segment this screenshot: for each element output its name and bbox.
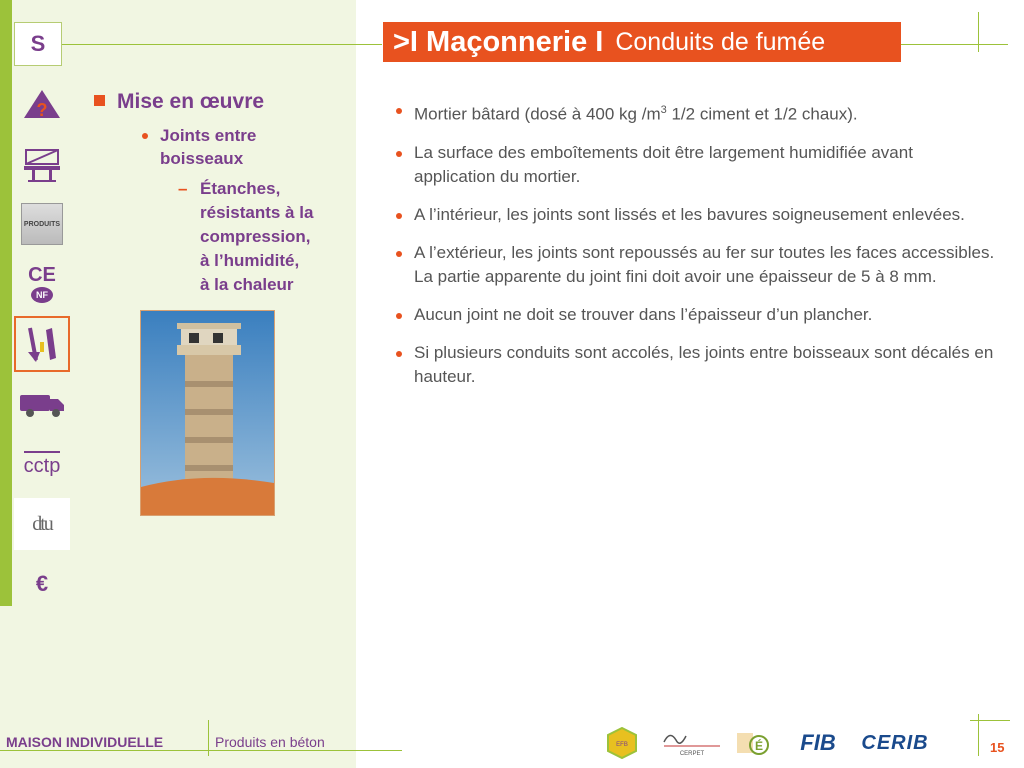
page-number: 15 [990,740,1005,755]
bullet-dot-icon [396,213,402,219]
sidebar-item-ce-nf[interactable] [14,258,70,310]
left-detail [178,177,350,297]
title-main: >I Maçonnerie I [393,25,604,58]
left-subheading-text: Joints entre boisseaux [160,126,257,168]
list-item [396,141,996,189]
top-rule-right [900,44,1008,45]
sidebar-item-help[interactable] [14,78,70,130]
footer-divider [208,720,209,756]
top-rule-left [62,44,382,45]
bullet-text: Mortier bâtard (dosé à 400 kg /m [414,104,661,124]
sidebar-item-euro[interactable] [14,558,70,610]
bullet-dot-icon [396,313,402,319]
bullet-dot-icon [396,251,402,257]
bullet-text: La surface des emboîtements doit être largement humidifiée avant application du mortier. [414,142,913,186]
bullet-dot-icon [396,108,402,114]
dash-bullet-icon: – [178,179,188,198]
square-bullet-icon [94,95,105,106]
ce-label: CE [28,264,56,286]
green-accent-bar [0,0,12,606]
left-heading-text: Mise en œuvre [117,90,265,113]
cerpet-logo [660,724,722,762]
left-detail-line: compression, [200,227,311,246]
list-item [396,241,996,289]
bullet-dot-icon [396,151,402,157]
sidebar-item-s[interactable] [14,22,62,66]
cerpet-logo-text: CERPET [679,751,705,757]
superscript: 3 [660,104,667,116]
sidebar-item-produits[interactable] [14,198,70,250]
dtu-icon: dtu [32,512,52,535]
list-item [396,98,996,127]
sidebar-item-dtu[interactable] [14,498,70,550]
footer-right-vertical [978,714,979,756]
fib-logo [796,724,840,762]
bullet-dot-icon [396,351,402,357]
e-logo-text: É [754,739,764,753]
content-list [396,98,996,403]
sidebar-item-tools[interactable] [14,316,70,372]
left-detail-text [200,177,350,297]
efb-logo-text: EFB [616,742,628,748]
produits-label: PRODUITS [23,220,61,228]
bullet-dot-icon [142,133,148,139]
top-vertical-rule [978,12,979,52]
footer-title: MAISON INDIVIDUELLE [6,734,164,750]
left-detail-line: Étanches, [200,179,281,198]
footer-rule-right [970,720,1010,721]
footer-subtitle: Produits en béton [215,734,325,750]
euro-icon: € [35,571,49,596]
ce-nf-icon [28,265,56,303]
bullet-text: 1/2 ciment et 1/2 chaux). [666,104,858,124]
s-icon: S [30,31,46,56]
cerib-logo-text: CERIB [861,731,929,754]
e-logo [734,724,770,762]
cerib-logo [860,724,930,762]
truck-icon [18,389,66,419]
left-detail-line: résistants à la [200,203,314,222]
bullet-text: Aucun joint ne doit se trouver dans l’épaisseur d’un plancher. [414,304,873,324]
nf-label: NF [31,287,53,303]
list-item [396,303,996,327]
svg-text:?: ? [36,100,48,120]
slide-title [383,22,901,62]
tools-icon [20,322,64,366]
chimney-photo [140,310,275,516]
bullet-text: A l’extérieur, les joints sont repoussés au fer sur toutes les faces accessibles. La partie apparente du joint fini doit avoir une épaisseur de 5 à 8 mm. [414,242,995,286]
sidebar-item-cctp[interactable] [14,438,70,490]
roof-icon [20,144,64,184]
sidebar-item-roof[interactable] [14,138,70,190]
fib-logo-text: FIB [800,730,836,755]
title-sub: Conduits de fumée [615,27,826,56]
left-detail-line: à la chaleur [200,275,294,294]
produits-icon [21,203,63,245]
left-detail-line: à l’humidité, [200,251,300,270]
efb-logo [606,724,638,762]
cctp-icon: cctp [24,451,61,478]
left-heading [94,90,264,114]
bullet-text: Si plusieurs conduits sont accolés, les joints entre boisseaux sont décalés en hauteur. [414,342,994,386]
list-item [396,203,996,227]
bullet-text: A l’intérieur, les joints sont lissés et les bavures soigneusement enlevées. [414,204,965,224]
list-item [396,341,996,389]
question-icon [20,84,64,124]
sidebar-item-transport[interactable] [14,378,70,430]
footer-rule-left [0,750,402,751]
left-subheading [142,124,280,170]
